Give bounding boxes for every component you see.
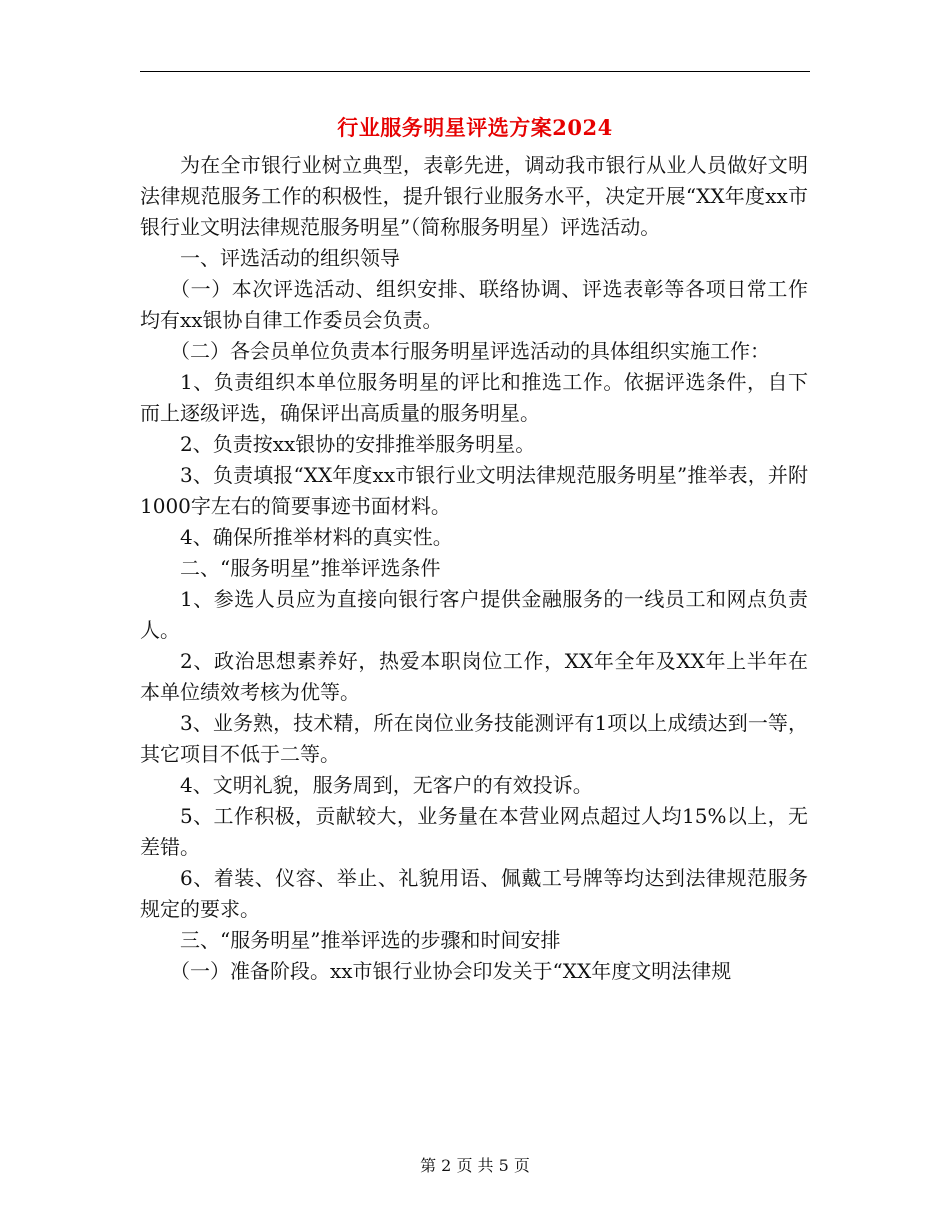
section-heading-2: 二、“服务明星”推举评选条件 bbox=[180, 556, 441, 580]
list-item-4: 4、确保所推举材料的真实性。 bbox=[180, 525, 453, 549]
section-heading-3: 三、“服务明星”推举评选的步骤和时间安排 bbox=[180, 928, 561, 952]
list-item-1: 1、负责组织本单位服务明星的评比和推选工作。依据评选条件，自下而上逐级评选，确保评出高质量的服务明星。 bbox=[140, 370, 808, 425]
list-item-3: 3、负责填报“XX年度xx市银行业文明法律规范服务明星”推举表，并附1000字左右的简要事迹书面材料。 bbox=[140, 463, 808, 518]
condition-item-5: 5、工作积极，贡献较大，业务量在本营业网点超过人均15%以上，无差错。 bbox=[140, 804, 808, 859]
paragraph-1-2: （二）各会员单位负责本行服务明星评选活动的具体组织实施工作： bbox=[170, 339, 770, 363]
list-item-2: 2、负责按xx银协的安排推举服务明星。 bbox=[180, 432, 536, 456]
condition-item-1: 1、参选人员应为直接向银行客户提供金融服务的一线员工和网点负责人。 bbox=[140, 587, 808, 642]
header-rule bbox=[140, 71, 810, 72]
condition-item-3: 3、业务熟，技术精，所在岗位业务技能测评有1项以上成绩达到一等，其它项目不低于二等。 bbox=[140, 711, 808, 766]
paragraph-3-1: （一）准备阶段。xx市银行业协会印发关于“XX年度文明法律规 bbox=[170, 959, 732, 983]
condition-item-2: 2、政治思想素养好，热爱本职岗位工作，XX年全年及XX年上半年在本单位绩效考核为优等。 bbox=[140, 649, 808, 704]
section-heading-1: 一、评选活动的组织领导 bbox=[180, 246, 400, 270]
paragraph-1-1: （一）本次评选活动、组织安排、联络协调、评选表彰等各项日常工作均有xx银协自律工作委员会负责。 bbox=[140, 277, 808, 332]
condition-item-4: 4、文明礼貌，服务周到，无客户的有效投诉。 bbox=[180, 773, 593, 797]
condition-item-6: 6、着装、仪容、举止、礼貌用语、佩戴工号牌等均达到法律规范服务规定的要求。 bbox=[140, 866, 808, 921]
document-title: 行业服务明星评选方案2024 bbox=[337, 115, 613, 140]
page-number-footer: 第 2 页 共 5 页 bbox=[420, 1156, 530, 1175]
document-body bbox=[140, 150, 808, 987]
paragraph-intro: 为在全市银行业树立典型，表彰先进，调动我市银行从业人员做好文明法律规范服务工作的积极性，提升银行业服务水平，决定开展“XX年度xx市银行业文明法律规范服务明星”（简称服务明星）评选活动。 bbox=[140, 153, 808, 239]
